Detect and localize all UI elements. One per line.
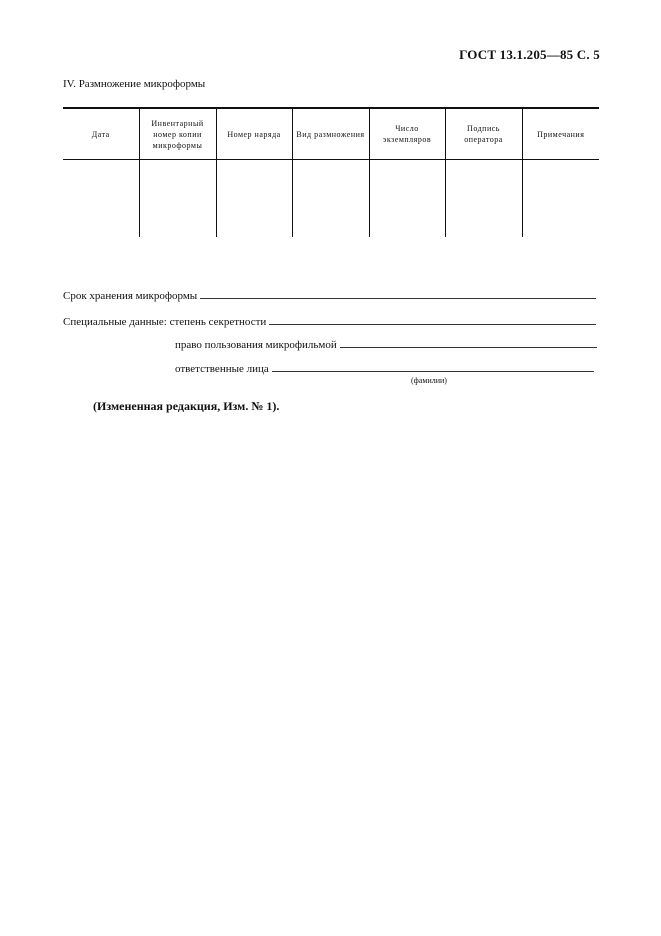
responsible-blank[interactable] <box>272 362 594 372</box>
usage-right-blank[interactable] <box>340 338 597 348</box>
table-row <box>63 160 599 238</box>
table-cell[interactable] <box>445 160 522 238</box>
amendment-note: (Измененная редакция, Изм. № 1). <box>93 399 280 413</box>
usage-right-field <box>175 338 597 351</box>
special-data-label: Специальные данные: степень секретности <box>63 316 267 328</box>
table-cell[interactable] <box>63 160 139 238</box>
secrecy-level-blank[interactable] <box>269 315 596 325</box>
column-header-operator-signature: Подпись оператора <box>445 108 522 160</box>
table-cell[interactable] <box>216 160 292 238</box>
table-cell[interactable] <box>139 160 216 238</box>
storage-term-blank[interactable] <box>200 289 596 299</box>
section-title: IV. Размножение микроформы <box>63 78 206 90</box>
table-cell[interactable] <box>292 160 369 238</box>
storage-term-field <box>63 289 596 302</box>
page-header: ГОСТ 13.1.205—85 С. 5 <box>459 47 600 62</box>
usage-right-label: право пользования микрофильмой <box>175 339 337 351</box>
responsible-caption: (фамилии) <box>411 376 447 385</box>
special-data-field <box>63 315 596 328</box>
storage-term-label: Срок хранения микроформы <box>63 290 198 302</box>
column-header-notes: Примечания <box>522 108 599 160</box>
table-cell[interactable] <box>522 160 599 238</box>
column-header-order-number: Номер наряда <box>216 108 292 160</box>
responsible-field <box>175 362 594 375</box>
column-header-copies-count: Число экземпляров <box>369 108 445 160</box>
responsible-label: ответственные лица <box>175 363 269 375</box>
table-cell[interactable] <box>369 160 445 238</box>
column-header-date: Дата <box>63 108 139 160</box>
reproduction-table <box>63 107 599 237</box>
column-header-reproduction-type: Вид размножения <box>292 108 369 160</box>
column-header-inventory-number: Инвентарный номер копии микроформы <box>139 108 216 160</box>
table-header-row <box>63 108 599 160</box>
